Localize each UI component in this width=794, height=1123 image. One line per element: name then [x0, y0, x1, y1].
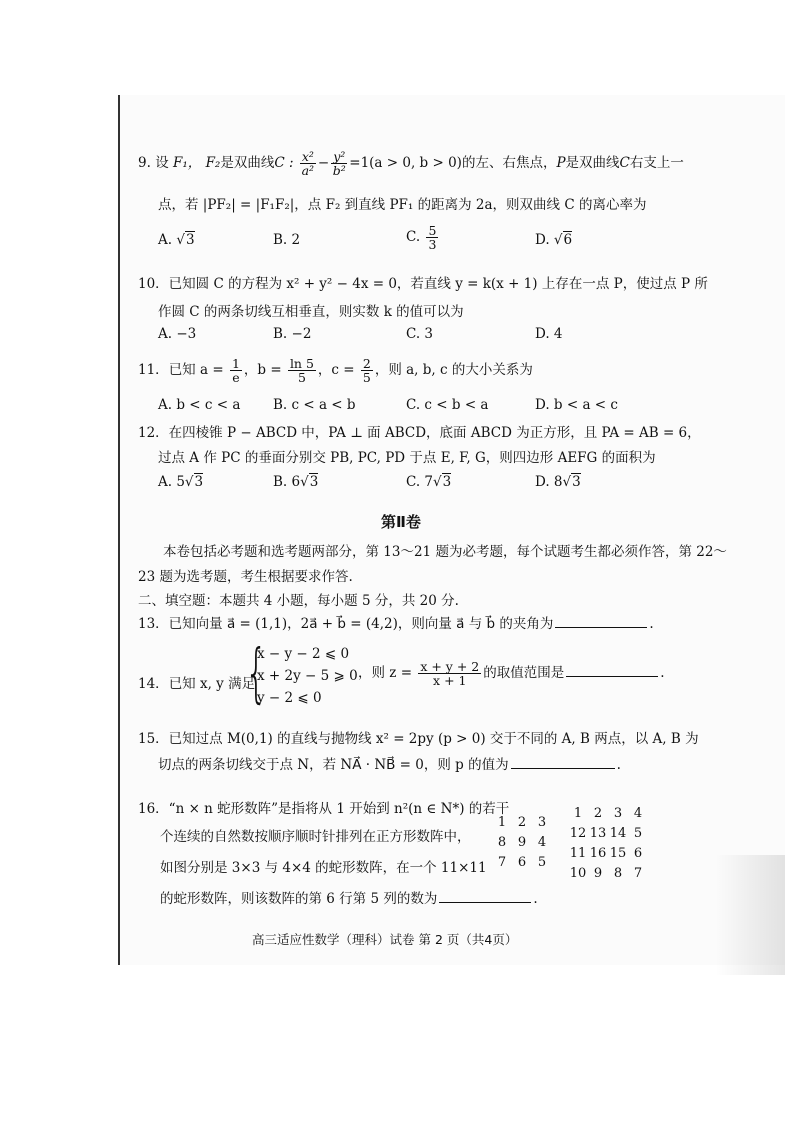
q15-line2 [158, 753, 621, 773]
q10-option-c: C. 3 [406, 326, 434, 342]
q9-c-label: C. [406, 229, 421, 246]
q9-c-den: 3 [428, 237, 437, 253]
q14-text: ，则 z = [358, 665, 413, 682]
q9-d-label: D. [535, 232, 550, 248]
q9-option-a: A. √3 [158, 232, 195, 248]
q14-constraint-1: x − y − 2 ⩽ 0 [257, 646, 350, 662]
q9-c-num: 5 [428, 223, 437, 238]
q12-b-rad: 3 [309, 474, 319, 490]
matrix-cell: 6 [633, 846, 643, 861]
q11-text: ，c = [317, 362, 355, 379]
q13 [138, 612, 654, 632]
q10-line2: 作圆 C 的两条切线互相垂直，则实数 k 的值可以为 [158, 304, 464, 320]
q9-text: 是双曲线 [220, 155, 275, 172]
q11-option-d: D. b < a < c [535, 397, 618, 413]
snake-matrix-3x3 [492, 815, 552, 875]
matrix-cell: 7 [633, 866, 643, 881]
matrix-cell: 2 [593, 806, 603, 821]
matrix-row [568, 846, 648, 866]
q9-minus: − [317, 155, 330, 172]
q11-options [158, 397, 758, 419]
q9-d-val: 6 [563, 232, 573, 248]
matrix-cell: 10 [569, 866, 587, 881]
section-intro-line2: 23 题为选考题，考生根据要求作答. [138, 569, 353, 585]
q9-text: 的左、右焦点， [461, 155, 557, 172]
q15-answer-blank[interactable] [511, 756, 615, 769]
matrix-row [568, 826, 648, 846]
q12-d-rad: 3 [572, 474, 581, 490]
q11-text: 已知 a = [168, 362, 224, 379]
matrix-cell: 1 [573, 806, 583, 821]
q11-b-den: 5 [297, 370, 306, 386]
matrix-cell: 4 [633, 806, 643, 821]
q12-line1: 12．在四棱锥 P − ABCD 中，PA ⊥ 面 ABCD，底面 ABCD 为正方形，且 PA = AB = 6， [138, 425, 701, 441]
q12-option-c: C. 7√3 [406, 474, 452, 490]
matrix-cell: 11 [569, 846, 587, 861]
q9-asq: a² [301, 163, 315, 179]
q11-b-num: ln 5 [289, 356, 314, 371]
q14-constraint-3: y − 2 ⩽ 0 [257, 690, 322, 706]
q15-text: 切点的两条切线交于点 N，若 NA⃗ · NB⃗ = 0，则 p 的值为 [158, 757, 509, 773]
q14-text: 的取值范围是 [483, 665, 565, 682]
q12-c-label: C. 7 [406, 474, 434, 490]
matrix-row [492, 815, 552, 835]
q12-line2: 过点 A 作 PC 的垂面分别交 PB, PC, PD 于点 E, F, G，则四边形 AEFG 的面积为 [158, 450, 656, 466]
matrix-row [492, 855, 552, 875]
q14-lead [138, 672, 255, 692]
q9-xsq: x² [301, 149, 314, 164]
q14-constraint-2: x + 2y − 5 ⩾ 0 [257, 668, 358, 684]
q9-c2: C [619, 155, 630, 172]
matrix-cell: 3 [613, 806, 623, 821]
q11-option-b: B. c < a < b [273, 397, 356, 413]
q9-a-val: 3 [185, 232, 195, 248]
q16-line1: 16．“n × n 蛇形数阵”是指将从 1 开始到 n²(n ∈ N*) 的若干 [138, 801, 510, 817]
matrix-row [492, 835, 552, 855]
q16-line3: 如图分别是 3×3 与 4×4 的蛇形数阵，在一个 11×11 [160, 860, 487, 876]
matrix-cell: 4 [537, 835, 547, 850]
matrix-cell: 15 [609, 846, 627, 861]
q9-bsq: b² [332, 163, 346, 179]
matrix-cell: 14 [609, 826, 627, 841]
q12-a-label: A. 5 [158, 474, 185, 490]
matrix-row [568, 806, 648, 826]
q13-answer-blank[interactable] [555, 615, 647, 628]
q16-answer-blank[interactable] [439, 890, 531, 903]
q14-tail [358, 660, 665, 687]
q12-c-rad: 3 [442, 474, 452, 490]
q16-line4 [160, 887, 538, 907]
q9-f2: F₂ [205, 155, 221, 172]
section-title: 第Ⅱ卷 [381, 513, 421, 531]
q12-a-rad: 3 [194, 474, 204, 490]
q12-option-b: B. 6√3 [273, 474, 319, 490]
q9-option-d: D. √6 [535, 232, 573, 248]
matrix-cell: 3 [537, 815, 547, 830]
q9-ysq: y² [333, 149, 346, 164]
q9-options [158, 223, 758, 254]
matrix-cell: 6 [517, 855, 527, 870]
q14-end: . [660, 665, 665, 682]
matrix-cell: 5 [633, 826, 643, 841]
q9-number: 9. [138, 155, 151, 172]
q9-option-c [406, 224, 440, 251]
q10-option-d: D. 4 [535, 326, 563, 342]
q14-text: 已知 x, y 满足 [168, 676, 256, 692]
snake-matrix-4x4 [568, 806, 648, 886]
q9-text: 右支上一 [629, 155, 684, 172]
q11-c-num: 2 [362, 356, 371, 371]
q16-end: . [533, 891, 538, 907]
q15-end: . [616, 757, 621, 773]
q11-text: ，b = [243, 362, 282, 379]
q9-frac-x [300, 150, 316, 177]
page-footer: 高三适应性数学（理科）试卷 第 2 页（共4页） [252, 932, 518, 947]
matrix-cell: 16 [589, 846, 607, 861]
q9-option-b: B. 2 [273, 232, 301, 248]
q10-option-a: A. −3 [158, 326, 197, 342]
matrix-cell: 12 [569, 826, 587, 841]
q11-a-num: 1 [231, 356, 240, 371]
q11-option-c: C. c < b < a [406, 397, 489, 413]
q10-option-b: B. −2 [273, 326, 312, 342]
matrix-cell: 9 [517, 835, 527, 850]
matrix-cell: 1 [497, 815, 507, 830]
q11-c-den: 5 [362, 370, 371, 386]
page-shadow [715, 855, 785, 975]
matrix-cell: 13 [589, 826, 607, 841]
q12-option-a: A. 5√3 [158, 474, 204, 490]
q10-line1: 10．已知圆 C 的方程为 x² + y² − 4x = 0，若直线 y = k(x + 1) 上存在一点 P，使过点 P 所 [138, 276, 708, 292]
q9-p: P [556, 155, 566, 172]
q14-z-num: x + y + 2 [420, 659, 480, 674]
matrix-cell: 5 [537, 855, 547, 870]
q11-text: ，则 a, b, c 的大小关系为 [374, 362, 533, 379]
section-intro-line1: 本卷包括必考题和选考题两部分，第 13～21 题为必考题，每个试题考生都必须作答，第 22～ [163, 544, 727, 560]
q13-text: 13．已知向量 a⃗ = (1,1)，2a⃗ + b⃗ = (4,2)，则向量 a⃗ 与 b⃗ 的夹角为 [138, 616, 554, 632]
q11-line1 [138, 357, 533, 384]
matrix-cell: 7 [497, 855, 507, 870]
q9-text: 是双曲线 [565, 155, 620, 172]
q14-answer-blank[interactable] [566, 664, 658, 677]
matrix-row [568, 866, 648, 886]
matrix-cell: 9 [593, 866, 603, 881]
q12-d-label: D. 8 [535, 474, 563, 490]
q11-option-a: A. b < c < a [158, 397, 241, 413]
q9-frac-y [331, 150, 347, 177]
q9-c: C : [274, 155, 294, 172]
q9-text: 设 [155, 155, 169, 172]
q9-f1: F₁， [172, 155, 202, 172]
q16-text: 的蛇形数阵，则该数阵的第 6 行第 5 列的数为 [160, 891, 438, 907]
q11-a-den: e [232, 370, 240, 386]
q9-eq: =1(a > 0, b > 0) [349, 155, 462, 172]
q9-line2: 点，若 |PF₂| = |F₁F₂|，点 F₂ 到直线 PF₁ 的距离为 2a，则双曲线 C 的离心率为 [158, 197, 647, 213]
q12-options [158, 474, 758, 496]
q9-a-label: A. [158, 232, 173, 248]
matrix-cell: 8 [613, 866, 623, 881]
q14-number: 14． [138, 676, 169, 692]
q11-number: 11． [138, 362, 169, 379]
q10-options [158, 326, 758, 348]
q14-z-den: x + 1 [433, 673, 467, 689]
q12-b-label: B. 6 [273, 474, 301, 490]
q12-option-d: D. 8√3 [535, 474, 581, 490]
fill-in-header: 二、填空题：本题共 4 小题，每小题 5 分，共 20 分. [138, 593, 459, 609]
q16-line2: 个连续的自然数按顺序顺时针排列在正方形数阵中， [160, 829, 471, 845]
matrix-cell: 8 [497, 835, 507, 850]
matrix-cell: 2 [517, 815, 527, 830]
q15-line1: 15．已知过点 M(0,1) 的直线与抛物线 x² = 2py (p > 0) 交于不同的 A, B 两点，以 A, B 为 [138, 731, 699, 747]
q13-end: . [649, 616, 654, 632]
q9-line1 [138, 150, 684, 177]
q14-brace: { [245, 637, 268, 711]
